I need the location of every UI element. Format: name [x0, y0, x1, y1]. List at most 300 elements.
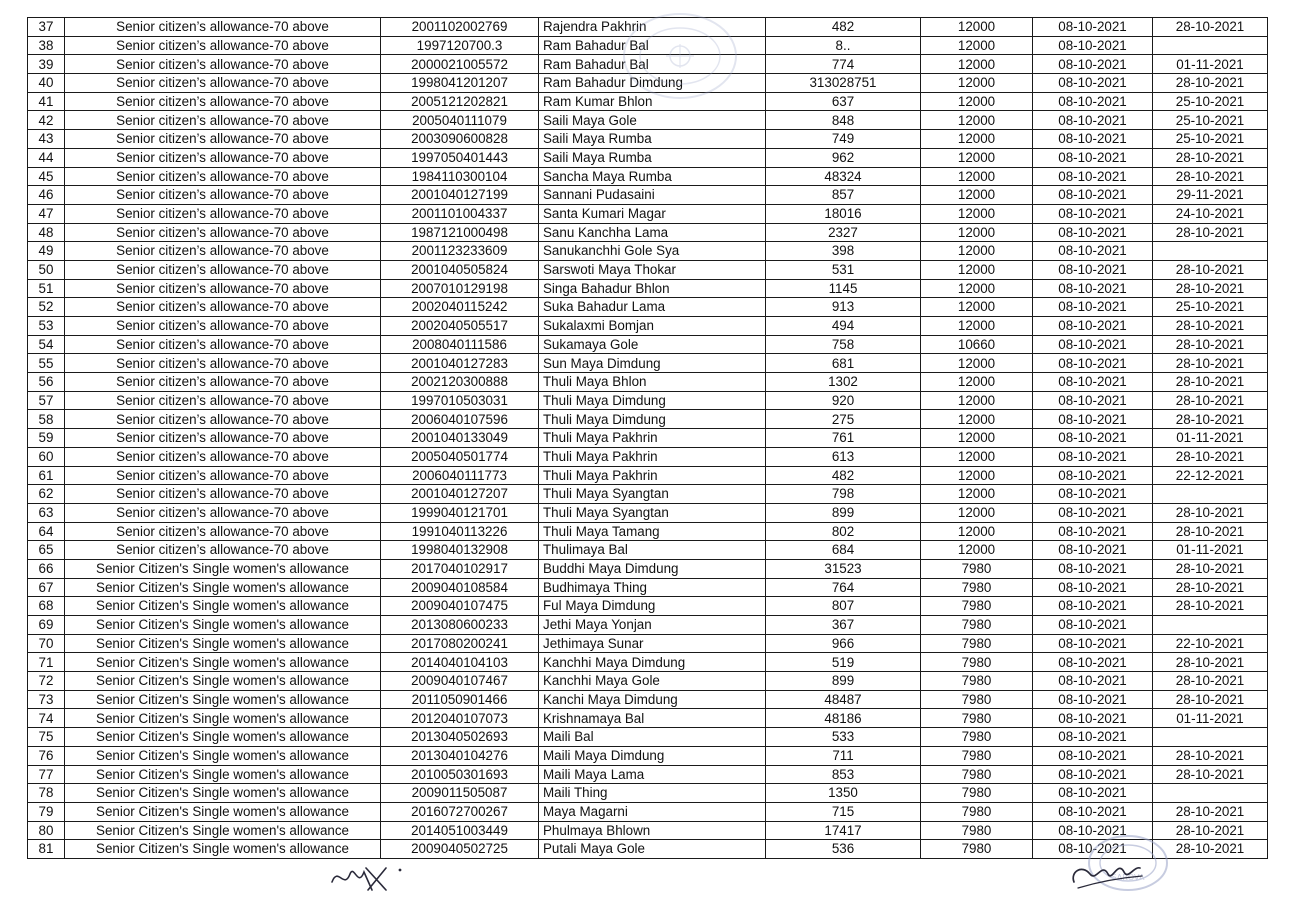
citizen-id-cell: 2001040133049 [381, 429, 539, 448]
allowance-type-cell: Senior citizen’s allowance-70 above [65, 541, 381, 560]
allowance-type-cell: Senior citizen’s allowance-70 above [65, 335, 381, 354]
account-number-cell: 899 [766, 503, 921, 522]
issue-date-cell: 08-10-2021 [1033, 317, 1153, 336]
serial-number-cell: 72 [28, 672, 65, 691]
allowance-type-cell: Senior Citizen's Single women's allowance [65, 746, 381, 765]
amount-cell: 12000 [921, 466, 1033, 485]
payment-date-cell: 28-10-2021 [1153, 148, 1268, 167]
citizen-id-cell: 2002040505517 [381, 317, 539, 336]
table-row [28, 92, 1268, 111]
issue-date-cell: 08-10-2021 [1033, 541, 1153, 560]
serial-number-cell: 39 [28, 55, 65, 74]
amount-cell: 7980 [921, 821, 1033, 840]
amount-cell: 7980 [921, 690, 1033, 709]
citizen-id-cell: 1991040113226 [381, 522, 539, 541]
citizen-id-cell: 2002120300888 [381, 373, 539, 392]
allowance-type-cell: Senior citizen’s allowance-70 above [65, 242, 381, 261]
beneficiary-name-cell: Thuli Maya Bhlon [539, 373, 766, 392]
citizen-id-cell: 1997050401443 [381, 148, 539, 167]
payment-date-cell: 01-11-2021 [1153, 429, 1268, 448]
payment-date-cell: 28-10-2021 [1153, 503, 1268, 522]
account-number-cell: 749 [766, 130, 921, 149]
table-row [28, 260, 1268, 279]
serial-number-cell: 76 [28, 746, 65, 765]
account-number-cell: 962 [766, 148, 921, 167]
payment-date-cell: 29-11-2021 [1153, 186, 1268, 205]
table-row [28, 746, 1268, 765]
serial-number-cell: 73 [28, 690, 65, 709]
serial-number-cell: 43 [28, 130, 65, 149]
table-row [28, 167, 1268, 186]
citizen-id-cell: 2001040127207 [381, 485, 539, 504]
allowance-type-cell: Senior citizen’s allowance-70 above [65, 223, 381, 242]
beneficiary-name-cell: Singa Bahadur Bhlon [539, 279, 766, 298]
table-row [28, 466, 1268, 485]
account-number-cell: 17417 [766, 821, 921, 840]
allowance-type-cell: Senior citizen’s allowance-70 above [65, 298, 381, 317]
issue-date-cell: 08-10-2021 [1033, 167, 1153, 186]
citizen-id-cell: 1997010503031 [381, 391, 539, 410]
table-row [28, 335, 1268, 354]
amount-cell: 12000 [921, 74, 1033, 93]
issue-date-cell: 08-10-2021 [1033, 148, 1153, 167]
beneficiary-name-cell: Maili Maya Dimdung [539, 746, 766, 765]
serial-number-cell: 48 [28, 223, 65, 242]
issue-date-cell: 08-10-2021 [1033, 298, 1153, 317]
beneficiary-table [27, 17, 1268, 859]
account-number-cell: 1145 [766, 279, 921, 298]
table-row [28, 242, 1268, 261]
table-row [28, 672, 1268, 691]
citizen-id-cell: 2001040127199 [381, 186, 539, 205]
citizen-id-cell: 2002040115242 [381, 298, 539, 317]
beneficiary-name-cell: Rajendra Pakhrin [539, 18, 766, 37]
table-row [28, 541, 1268, 560]
payment-date-cell: 28-10-2021 [1153, 447, 1268, 466]
account-number-cell: 536 [766, 840, 921, 859]
citizen-id-cell: 2001123233609 [381, 242, 539, 261]
payment-date-cell: 25-10-2021 [1153, 130, 1268, 149]
table-row [28, 503, 1268, 522]
payment-date-cell: 28-10-2021 [1153, 279, 1268, 298]
serial-number-cell: 40 [28, 74, 65, 93]
allowance-type-cell: Senior Citizen's Single women's allowance [65, 690, 381, 709]
amount-cell: 7980 [921, 840, 1033, 859]
issue-date-cell: 08-10-2021 [1033, 92, 1153, 111]
citizen-id-cell: 1998040132908 [381, 541, 539, 560]
serial-number-cell: 64 [28, 522, 65, 541]
beneficiary-name-cell: Maya Magarni [539, 802, 766, 821]
issue-date-cell: 08-10-2021 [1033, 485, 1153, 504]
payment-date-cell [1153, 485, 1268, 504]
issue-date-cell: 08-10-2021 [1033, 111, 1153, 130]
allowance-type-cell: Senior citizen’s allowance-70 above [65, 503, 381, 522]
citizen-id-cell: 2005040501774 [381, 447, 539, 466]
beneficiary-name-cell: Jethi Maya Yonjan [539, 616, 766, 635]
issue-date-cell: 08-10-2021 [1033, 391, 1153, 410]
table-row [28, 429, 1268, 448]
table-row [28, 130, 1268, 149]
table-row [28, 55, 1268, 74]
payment-date-cell: 24-10-2021 [1153, 204, 1268, 223]
payment-date-cell: 01-11-2021 [1153, 541, 1268, 560]
citizen-id-cell: 2009011505087 [381, 784, 539, 803]
issue-date-cell: 08-10-2021 [1033, 373, 1153, 392]
serial-number-cell: 67 [28, 578, 65, 597]
citizen-id-cell: 2011050901466 [381, 690, 539, 709]
serial-number-cell: 65 [28, 541, 65, 560]
payment-date-cell: 22-10-2021 [1153, 634, 1268, 653]
serial-number-cell: 47 [28, 204, 65, 223]
payment-date-cell: 01-11-2021 [1153, 55, 1268, 74]
beneficiary-name-cell: Sancha Maya Rumba [539, 167, 766, 186]
beneficiary-name-cell: Kanchhi Maya Dimdung [539, 653, 766, 672]
table-row [28, 578, 1268, 597]
account-number-cell: 48324 [766, 167, 921, 186]
amount-cell: 7980 [921, 653, 1033, 672]
allowance-type-cell: Senior Citizen's Single women's allowance [65, 559, 381, 578]
beneficiary-name-cell: Saili Maya Gole [539, 111, 766, 130]
beneficiary-name-cell: Maili Thing [539, 784, 766, 803]
beneficiary-name-cell: Saili Maya Rumba [539, 148, 766, 167]
issue-date-cell: 08-10-2021 [1033, 260, 1153, 279]
payment-date-cell: 28-10-2021 [1153, 578, 1268, 597]
citizen-id-cell: 2006040111773 [381, 466, 539, 485]
table-row [28, 74, 1268, 93]
table-row [28, 653, 1268, 672]
account-number-cell: 899 [766, 672, 921, 691]
amount-cell: 12000 [921, 148, 1033, 167]
issue-date-cell: 08-10-2021 [1033, 74, 1153, 93]
allowance-type-cell: Senior Citizen's Single women's allowance [65, 802, 381, 821]
account-number-cell: 367 [766, 616, 921, 635]
serial-number-cell: 74 [28, 709, 65, 728]
beneficiary-name-cell: Ram Bahadur Bal [539, 55, 766, 74]
issue-date-cell: 08-10-2021 [1033, 578, 1153, 597]
serial-number-cell: 61 [28, 466, 65, 485]
account-number-cell: 31523 [766, 559, 921, 578]
serial-number-cell: 60 [28, 447, 65, 466]
amount-cell: 12000 [921, 354, 1033, 373]
amount-cell: 7980 [921, 784, 1033, 803]
table-row [28, 765, 1268, 784]
serial-number-cell: 52 [28, 298, 65, 317]
amount-cell: 12000 [921, 279, 1033, 298]
citizen-id-cell: 2013080600233 [381, 616, 539, 635]
account-number-cell: 8.. [766, 36, 921, 55]
beneficiary-name-cell: Thuli Maya Tamang [539, 522, 766, 541]
issue-date-cell: 08-10-2021 [1033, 559, 1153, 578]
table-row [28, 616, 1268, 635]
allowance-type-cell: Senior citizen’s allowance-70 above [65, 466, 381, 485]
allowance-sheet [27, 17, 1267, 859]
amount-cell: 12000 [921, 391, 1033, 410]
amount-cell: 12000 [921, 36, 1033, 55]
payment-date-cell: 28-10-2021 [1153, 821, 1268, 840]
amount-cell: 12000 [921, 373, 1033, 392]
allowance-type-cell: Senior Citizen's Single women's allowance [65, 653, 381, 672]
payment-date-cell: 28-10-2021 [1153, 672, 1268, 691]
serial-number-cell: 54 [28, 335, 65, 354]
account-number-cell: 1302 [766, 373, 921, 392]
table-row [28, 821, 1268, 840]
amount-cell: 7980 [921, 634, 1033, 653]
beneficiary-name-cell: Kanchi Maya Dimdung [539, 690, 766, 709]
citizen-id-cell: 2008040111586 [381, 335, 539, 354]
allowance-type-cell: Senior citizen’s allowance-70 above [65, 279, 381, 298]
issue-date-cell: 08-10-2021 [1033, 746, 1153, 765]
amount-cell: 12000 [921, 447, 1033, 466]
beneficiary-name-cell: Thuli Maya Pakhrin [539, 447, 766, 466]
amount-cell: 7980 [921, 709, 1033, 728]
amount-cell: 12000 [921, 522, 1033, 541]
amount-cell: 7980 [921, 597, 1033, 616]
amount-cell: 12000 [921, 242, 1033, 261]
amount-cell: 12000 [921, 298, 1033, 317]
issue-date-cell: 08-10-2021 [1033, 447, 1153, 466]
citizen-id-cell: 2010050301693 [381, 765, 539, 784]
beneficiary-name-cell: Ram Kumar Bhlon [539, 92, 766, 111]
citizen-id-cell: 2005040111079 [381, 111, 539, 130]
payment-date-cell [1153, 616, 1268, 635]
allowance-type-cell: Senior citizen’s allowance-70 above [65, 167, 381, 186]
serial-number-cell: 59 [28, 429, 65, 448]
beneficiary-name-cell: Sukalaxmi Bomjan [539, 317, 766, 336]
table-row [28, 410, 1268, 429]
allowance-type-cell: Senior citizen’s allowance-70 above [65, 55, 381, 74]
allowance-type-cell: Senior Citizen's Single women's allowance [65, 634, 381, 653]
serial-number-cell: 71 [28, 653, 65, 672]
beneficiary-name-cell: Saili Maya Rumba [539, 130, 766, 149]
payment-date-cell: 28-10-2021 [1153, 746, 1268, 765]
amount-cell: 7980 [921, 616, 1033, 635]
issue-date-cell: 08-10-2021 [1033, 410, 1153, 429]
beneficiary-name-cell: Sanu Kanchha Lama [539, 223, 766, 242]
payment-date-cell: 28-10-2021 [1153, 559, 1268, 578]
account-number-cell: 848 [766, 111, 921, 130]
allowance-type-cell: Senior Citizen's Single women's allowance [65, 765, 381, 784]
account-number-cell: 802 [766, 522, 921, 541]
allowance-type-cell: Senior Citizen's Single women's allowance [65, 784, 381, 803]
serial-number-cell: 56 [28, 373, 65, 392]
table-row [28, 204, 1268, 223]
issue-date-cell: 08-10-2021 [1033, 429, 1153, 448]
table-row [28, 597, 1268, 616]
account-number-cell: 398 [766, 242, 921, 261]
issue-date-cell: 08-10-2021 [1033, 690, 1153, 709]
payment-date-cell: 28-10-2021 [1153, 223, 1268, 242]
beneficiary-name-cell: Thulimaya Bal [539, 541, 766, 560]
table-row [28, 784, 1268, 803]
issue-date-cell: 08-10-2021 [1033, 279, 1153, 298]
payment-date-cell: 28-10-2021 [1153, 410, 1268, 429]
issue-date-cell: 08-10-2021 [1033, 597, 1153, 616]
account-number-cell: 18016 [766, 204, 921, 223]
serial-number-cell: 75 [28, 728, 65, 747]
beneficiary-name-cell: Kanchhi Maya Gole [539, 672, 766, 691]
serial-number-cell: 50 [28, 260, 65, 279]
allowance-type-cell: Senior citizen’s allowance-70 above [65, 148, 381, 167]
citizen-id-cell: 2006040107596 [381, 410, 539, 429]
issue-date-cell: 08-10-2021 [1033, 616, 1153, 635]
amount-cell: 12000 [921, 130, 1033, 149]
payment-date-cell: 28-10-2021 [1153, 373, 1268, 392]
amount-cell: 12000 [921, 204, 1033, 223]
table-row [28, 709, 1268, 728]
beneficiary-name-cell: Ful Maya Dimdung [539, 597, 766, 616]
table-row [28, 373, 1268, 392]
table-row [28, 279, 1268, 298]
table-row [28, 559, 1268, 578]
beneficiary-name-cell: Maili Maya Lama [539, 765, 766, 784]
allowance-type-cell: Senior citizen’s allowance-70 above [65, 391, 381, 410]
table-row [28, 522, 1268, 541]
table-row [28, 634, 1268, 653]
issue-date-cell: 08-10-2021 [1033, 242, 1153, 261]
table-row [28, 802, 1268, 821]
beneficiary-name-cell: Phulmaya Bhlown [539, 821, 766, 840]
issue-date-cell: 08-10-2021 [1033, 335, 1153, 354]
allowance-type-cell: Senior Citizen's Single women's allowance [65, 821, 381, 840]
allowance-type-cell: Senior citizen’s allowance-70 above [65, 18, 381, 37]
citizen-id-cell: 2003090600828 [381, 130, 539, 149]
issue-date-cell: 08-10-2021 [1033, 728, 1153, 747]
citizen-id-cell: 1999040121701 [381, 503, 539, 522]
table-row [28, 223, 1268, 242]
citizen-id-cell: 2001040127283 [381, 354, 539, 373]
serial-number-cell: 44 [28, 148, 65, 167]
signature-left [328, 860, 408, 896]
issue-date-cell: 08-10-2021 [1033, 36, 1153, 55]
amount-cell: 7980 [921, 578, 1033, 597]
beneficiary-name-cell: Thuli Maya Dimdung [539, 410, 766, 429]
citizen-id-cell: 1987121000498 [381, 223, 539, 242]
payment-date-cell: 28-10-2021 [1153, 167, 1268, 186]
amount-cell: 7980 [921, 672, 1033, 691]
amount-cell: 7980 [921, 746, 1033, 765]
beneficiary-name-cell: Buddhi Maya Dimdung [539, 559, 766, 578]
beneficiary-name-cell: Ram Bahadur Bal [539, 36, 766, 55]
serial-number-cell: 62 [28, 485, 65, 504]
beneficiary-name-cell: Santa Kumari Magar [539, 204, 766, 223]
serial-number-cell: 63 [28, 503, 65, 522]
serial-number-cell: 79 [28, 802, 65, 821]
amount-cell: 12000 [921, 186, 1033, 205]
citizen-id-cell: 2009040502725 [381, 840, 539, 859]
issue-date-cell: 08-10-2021 [1033, 466, 1153, 485]
citizen-id-cell: 2001101004337 [381, 204, 539, 223]
issue-date-cell: 08-10-2021 [1033, 709, 1153, 728]
issue-date-cell: 08-10-2021 [1033, 18, 1153, 37]
table-row [28, 18, 1268, 37]
beneficiary-name-cell: Thuli Maya Syangtan [539, 503, 766, 522]
allowance-type-cell: Senior citizen’s allowance-70 above [65, 130, 381, 149]
amount-cell: 12000 [921, 317, 1033, 336]
citizen-id-cell: 2009040107475 [381, 597, 539, 616]
issue-date-cell: 08-10-2021 [1033, 55, 1153, 74]
serial-number-cell: 38 [28, 36, 65, 55]
payment-date-cell: 28-10-2021 [1153, 18, 1268, 37]
account-number-cell: 857 [766, 186, 921, 205]
table-row [28, 354, 1268, 373]
allowance-type-cell: Senior citizen’s allowance-70 above [65, 260, 381, 279]
account-number-cell: 681 [766, 354, 921, 373]
serial-number-cell: 80 [28, 821, 65, 840]
amount-cell: 7980 [921, 765, 1033, 784]
allowance-type-cell: Senior Citizen's Single women's allowance [65, 578, 381, 597]
account-number-cell: 966 [766, 634, 921, 653]
table-row [28, 36, 1268, 55]
payment-date-cell: 28-10-2021 [1153, 354, 1268, 373]
serial-number-cell: 46 [28, 186, 65, 205]
citizen-id-cell: 2005121202821 [381, 92, 539, 111]
amount-cell: 10660 [921, 335, 1033, 354]
citizen-id-cell: 2001102002769 [381, 18, 539, 37]
account-number-cell: 637 [766, 92, 921, 111]
allowance-type-cell: Senior citizen’s allowance-70 above [65, 410, 381, 429]
table-row [28, 447, 1268, 466]
table-row [28, 728, 1268, 747]
payment-date-cell: 28-10-2021 [1153, 597, 1268, 616]
issue-date-cell: 08-10-2021 [1033, 223, 1153, 242]
beneficiary-name-cell: Thuli Maya Pakhrin [539, 429, 766, 448]
issue-date-cell: 08-10-2021 [1033, 840, 1153, 859]
issue-date-cell: 08-10-2021 [1033, 522, 1153, 541]
payment-date-cell: 28-10-2021 [1153, 690, 1268, 709]
account-number-cell: 275 [766, 410, 921, 429]
account-number-cell: 494 [766, 317, 921, 336]
serial-number-cell: 81 [28, 840, 65, 859]
issue-date-cell: 08-10-2021 [1033, 354, 1153, 373]
account-number-cell: 715 [766, 802, 921, 821]
beneficiary-name-cell: Putali Maya Gole [539, 840, 766, 859]
issue-date-cell: 08-10-2021 [1033, 204, 1153, 223]
allowance-type-cell: Senior citizen’s allowance-70 above [65, 447, 381, 466]
serial-number-cell: 49 [28, 242, 65, 261]
citizen-id-cell: 2016072700267 [381, 802, 539, 821]
account-number-cell: 761 [766, 429, 921, 448]
serial-number-cell: 78 [28, 784, 65, 803]
payment-date-cell: 28-10-2021 [1153, 522, 1268, 541]
account-number-cell: 764 [766, 578, 921, 597]
table-row [28, 111, 1268, 130]
account-number-cell: 2327 [766, 223, 921, 242]
amount-cell: 12000 [921, 503, 1033, 522]
issue-date-cell: 08-10-2021 [1033, 802, 1153, 821]
issue-date-cell: 08-10-2021 [1033, 186, 1153, 205]
payment-date-cell [1153, 728, 1268, 747]
allowance-type-cell: Senior citizen’s allowance-70 above [65, 429, 381, 448]
serial-number-cell: 58 [28, 410, 65, 429]
allowance-type-cell: Senior Citizen's Single women's allowance [65, 728, 381, 747]
amount-cell: 12000 [921, 541, 1033, 560]
payment-date-cell: 28-10-2021 [1153, 260, 1268, 279]
beneficiary-name-cell: Thuli Maya Pakhrin [539, 466, 766, 485]
payment-date-cell: 28-10-2021 [1153, 765, 1268, 784]
issue-date-cell: 08-10-2021 [1033, 784, 1153, 803]
account-number-cell: 798 [766, 485, 921, 504]
serial-number-cell: 70 [28, 634, 65, 653]
allowance-type-cell: Senior citizen’s allowance-70 above [65, 92, 381, 111]
amount-cell: 12000 [921, 223, 1033, 242]
payment-date-cell [1153, 784, 1268, 803]
citizen-id-cell: 2017040102917 [381, 559, 539, 578]
account-number-cell: 482 [766, 466, 921, 485]
issue-date-cell: 08-10-2021 [1033, 672, 1153, 691]
account-number-cell: 48186 [766, 709, 921, 728]
citizen-id-cell: 2009040107467 [381, 672, 539, 691]
allowance-type-cell: Senior citizen’s allowance-70 above [65, 36, 381, 55]
